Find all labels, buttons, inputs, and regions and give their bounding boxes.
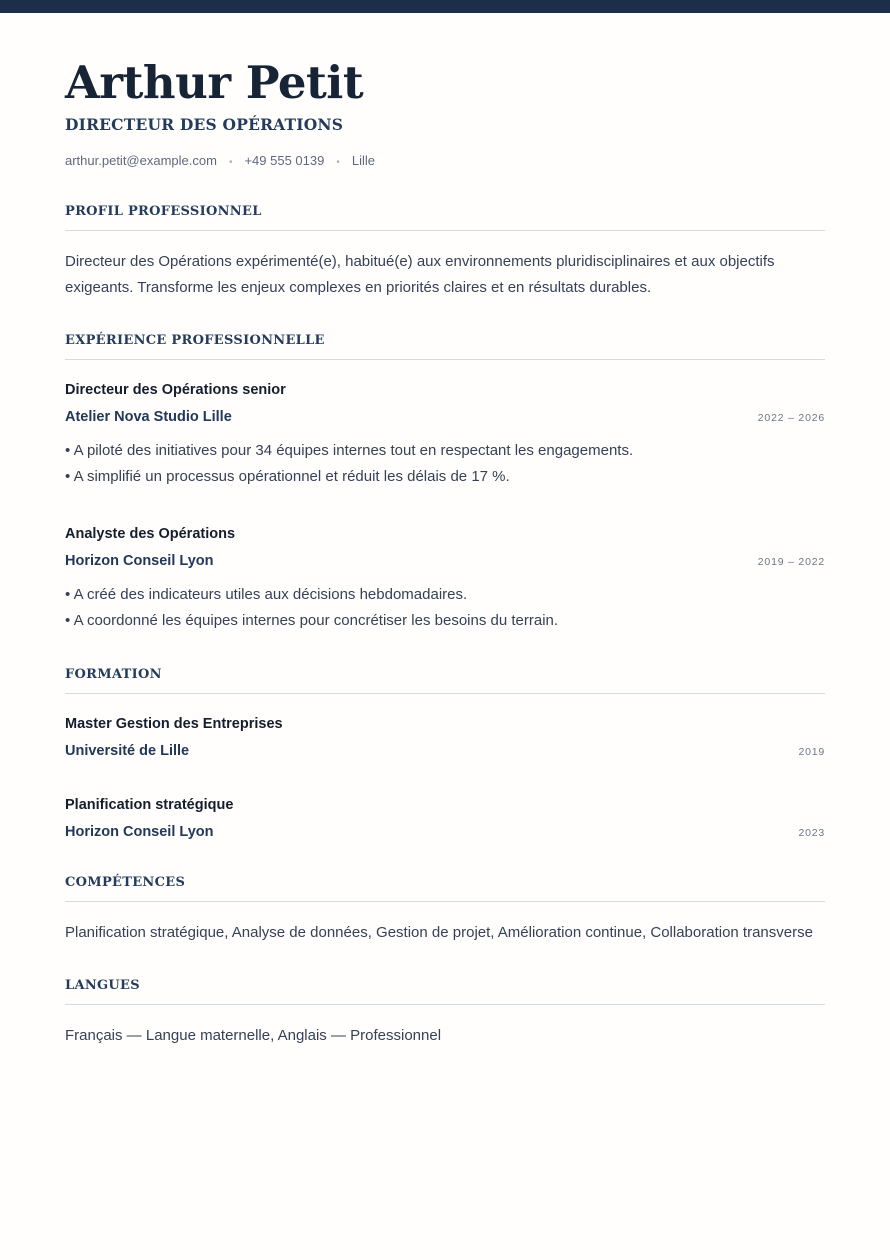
job-title: DIRECTEUR DES OPÉRATIONS: [65, 115, 344, 134]
profile-text: Directeur des Opérations expérimenté(e), habitué(e) aux environnements pluridisciplinaires et aux objectifs exigeants. Transforme les enjeux complexes en priorités claires et en résultats durables.: [65, 253, 775, 296]
education-school: Université de Lille: [65, 743, 190, 759]
list-item: • A piloté des initiatives pour 34 équipes internes tout en respectant les engagements.: [65, 438, 825, 464]
experience-role: Analyste des Opérations: [65, 526, 236, 542]
contact-city: Lille: [351, 153, 375, 168]
education-year: 2019: [798, 746, 825, 758]
experience-role: Directeur des Opérations senior: [65, 382, 286, 398]
education-degree: Planification stratégique: [65, 797, 234, 813]
section-divider: [65, 693, 825, 694]
section-divider: [65, 359, 825, 360]
section-divider: [65, 1004, 825, 1005]
education-degree: Master Gestion des Entreprises: [65, 716, 283, 732]
experience-org: Horizon Conseil Lyon: [65, 553, 214, 569]
section-title-experience: EXPÉRIENCE PROFESSIONNELLE: [65, 333, 325, 348]
section-divider: [65, 901, 825, 902]
experience-bullets: [65, 582, 825, 634]
section-title-education: FORMATION: [65, 667, 162, 682]
contact-phone[interactable]: +49 555 0139: [244, 153, 325, 168]
separator-dot: •: [228, 157, 233, 168]
experience-dates: 2019 – 2022: [757, 556, 825, 568]
languages-text: Français — Langue maternelle, Anglais — Professionnel: [65, 1027, 442, 1044]
section-title-profile: PROFIL PROFESSIONNEL: [65, 204, 262, 219]
section-title-languages: LANGUES: [65, 978, 140, 993]
list-item: • A coordonné les équipes internes pour concrétiser les besoins du terrain.: [65, 608, 825, 634]
contact-line: [65, 152, 375, 172]
education-year: 2023: [798, 827, 825, 839]
experience-org: Atelier Nova Studio Lille: [65, 409, 232, 425]
candidate-name: Arthur Petit: [65, 56, 364, 109]
list-item: • A créé des indicateurs utiles aux décisions hebdomadaires.: [65, 582, 825, 608]
separator-dot: •: [336, 157, 340, 168]
experience-dates: 2022 – 2026: [757, 412, 825, 424]
contact-email[interactable]: arthur.petit@example.com: [65, 153, 217, 168]
skills-text: Planification stratégique, Analyse de données, Gestion de projet, Amélioration continue, Collaboration transverse: [65, 924, 813, 941]
top-accent-bar: [0, 0, 890, 13]
experience-bullets: [65, 438, 825, 490]
education-school: Horizon Conseil Lyon: [65, 824, 214, 840]
list-item: • A simplifié un processus opérationnel et réduit les délais de 17 %.: [65, 464, 825, 490]
section-divider: [65, 230, 825, 231]
section-title-skills: COMPÉTENCES: [65, 875, 186, 890]
